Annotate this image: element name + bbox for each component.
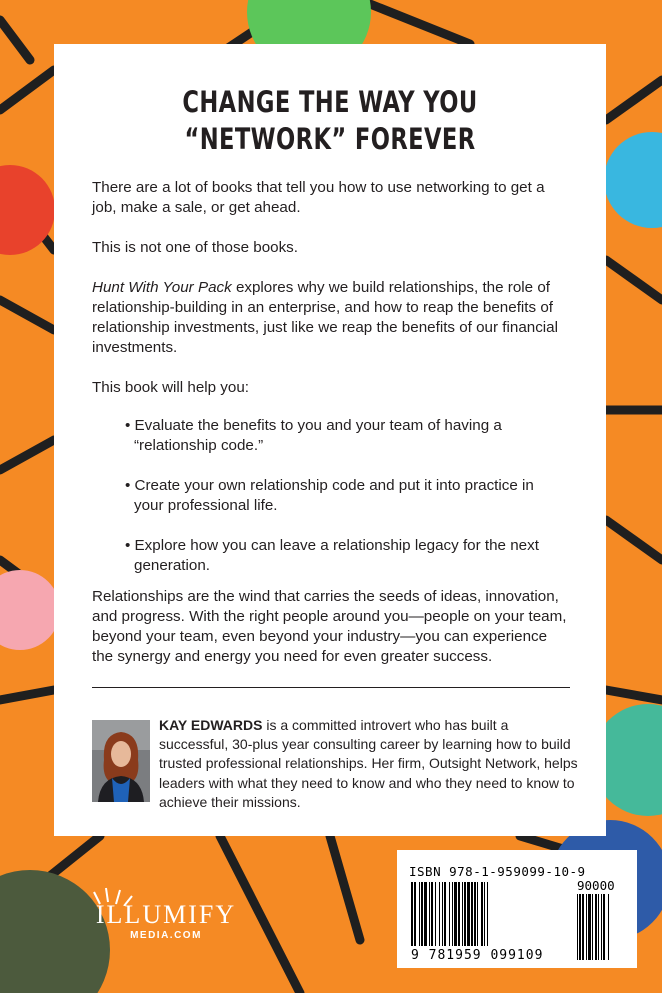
book-title-italic: Hunt With Your Pack — [92, 279, 232, 296]
publisher-name: ILLUMIFY — [95, 900, 237, 929]
ean-digits: 9 781959 099109 — [411, 948, 544, 963]
publisher-logo — [86, 886, 246, 946]
author-photo — [92, 720, 150, 802]
price-code: 90000 — [577, 878, 615, 893]
author-bio — [159, 716, 579, 812]
benefit-bullet-3: • Explore how you can leave a relationship legacy for the next generation. — [125, 537, 539, 574]
intro-paragraph: There are a lot of books that tell you how to use networking to get a job, make a sale, or get ahead. — [92, 179, 545, 216]
book-tagline-title — [115, 84, 546, 158]
author-bio-text: is a committed introvert who has built a successful, 30-plus year consulting career by learning how to build trusted professional relationships. Her firm, Outsight Network, helps leaders with what they need to know and who they need to know to achieve their missions. — [159, 717, 578, 810]
section-divider — [92, 687, 570, 688]
not-one-of-those-paragraph: This is not one of those books. — [92, 239, 298, 256]
benefit-bullet-2: • Create your own relationship code and put it into practice in your professional life. — [125, 477, 534, 514]
title-line-2: “NETWORK” FOREVER — [184, 122, 476, 156]
benefit-bullet-1: • Evaluate the benefits to you and your team of having a “relationship code.” — [125, 417, 502, 454]
back-cover-panel — [54, 44, 606, 836]
book-description-paragraph — [92, 278, 572, 358]
publisher-domain: MEDIA.COM — [130, 930, 202, 941]
book-description-text: explores why we build relationships, the role of relationship-building in an enterprise, and how to reap the benefits of relationship investments, just like we reap the benefits of our financial investments. — [92, 279, 558, 356]
author-name: KAY EDWARDS — [159, 717, 263, 733]
closing-paragraph: Relationships are the wind that carries the seeds of ideas, innovation, and progress. With the right people around you—people on your team, beyond your team, even beyond your industry—you can experience the synergy and energy you need for even greater success. — [92, 588, 567, 665]
isbn-barcode — [397, 850, 637, 968]
title-line-1: CHANGE THE WAY YOU — [182, 85, 478, 119]
help-you-intro: This book will help you: — [92, 379, 250, 396]
isbn-number: ISBN 978-1-959099-10-9 — [409, 864, 586, 879]
